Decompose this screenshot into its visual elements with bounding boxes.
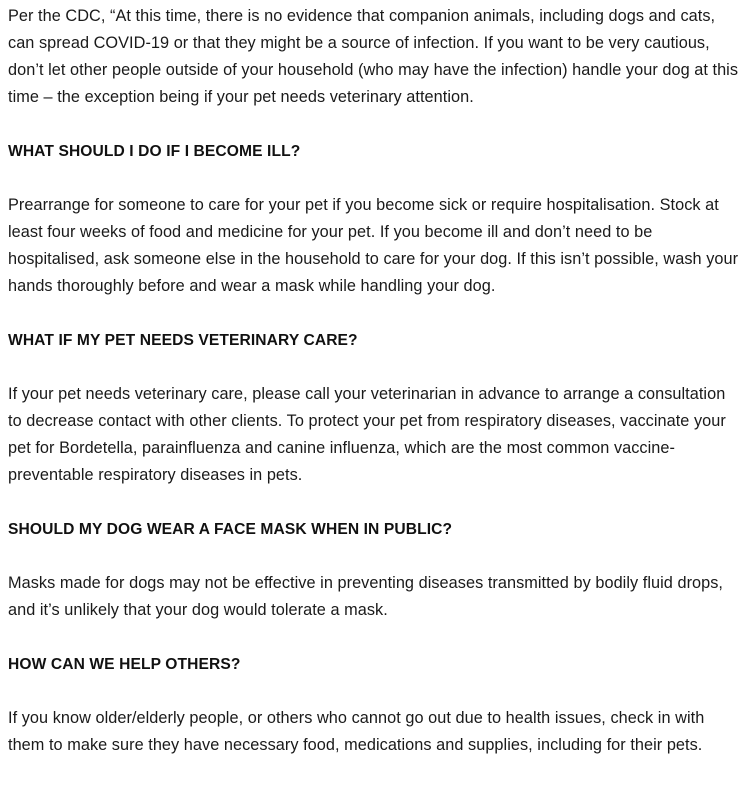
intro-paragraph: Per the CDC, “At this time, there is no evidence that companion animals, including dogs and cats, can spread COVID-19 or that they might be a source of infection. If you want to be very cautious, don’t let other people outside of your household (who may have the infection) handle your dog at this time – the exception being if your pet needs veterinary attention. [8,7,739,106]
section-body-face-mask: Masks made for dogs may not be effective in preventing diseases transmitted by bodily fluid drops, and it’s unlikely that your dog would tolerate a mask. [8,574,724,619]
section-body-becoming-ill: Prearrange for someone to care for your pet if you become sick or require hospitalisation. Stock at least four weeks of food and medicine for your pet. If you become ill and don’t need to be hospitalised, ask someone else in the household to care for your dog. If this isn’t possible, wash your hands thoroughly before and wear a mask while handling your dog. [8,196,739,295]
section-heading-becoming-ill: WHAT SHOULD I DO IF I BECOME ILL? [8,143,301,160]
section-body-veterinary-care: If your pet needs veterinary care, please call your veterinarian in advance to arrange a consultation to decrease contact with other clients. To protect your pet from respiratory diseases, vaccinate your pet for Bordetella, parainfluenza and canine influenza, which are the most common vaccine-preventable respiratory diseases in pets. [8,385,726,484]
section-heading-help-others: HOW CAN WE HELP OTHERS? [8,656,241,673]
section-heading-face-mask: SHOULD MY DOG WEAR A FACE MASK WHEN IN PUBLIC? [8,521,453,538]
section-body-help-others: If you know older/elderly people, or others who cannot go out due to health issues, check in with them to make sure they have necessary food, medications and supplies, including for their pets. [8,709,705,754]
article-body [8,3,741,759]
section-heading-veterinary-care: WHAT IF MY PET NEEDS VETERINARY CARE? [8,332,358,349]
